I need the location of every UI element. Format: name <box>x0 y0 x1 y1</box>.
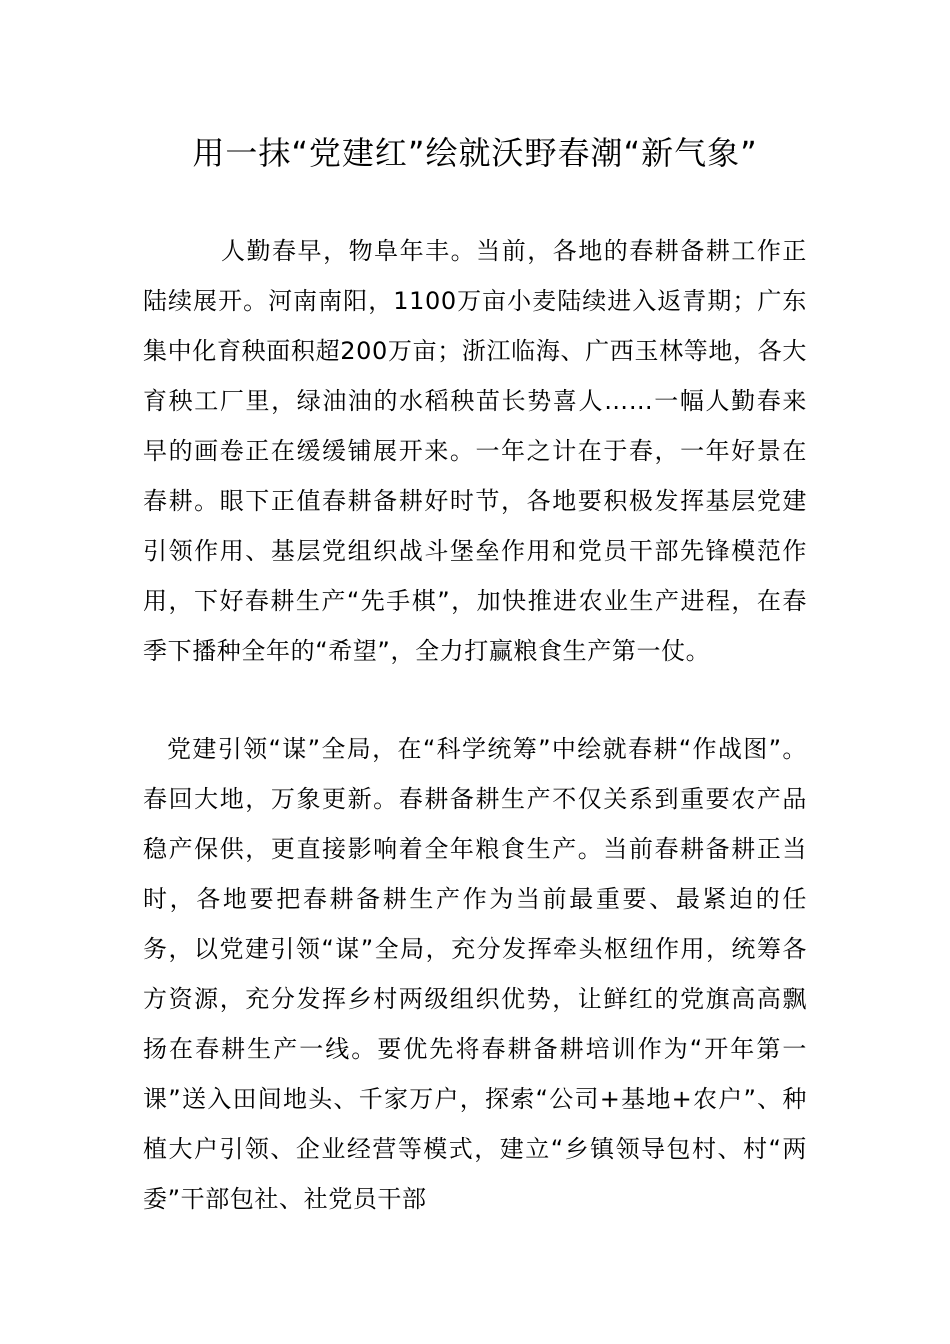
document-title: 用一抹“党建红”绘就沃野春潮“新气象” <box>192 134 758 172</box>
paragraph-1: 人勤春早，物阜年丰。当前，各地的春耕备耕工作正陆续展开。河南南阳，1100万亩小麦陆续进入返青期；广东集中化育秧面积超200万亩；浙江临海、广西玉林等地，各大育秧工厂里，绿油油的水稻秧苗长势喜人……一幅人勤春来早的画卷正在缓缓铺展开来。一年之计在于春，一年好景在春耕。眼下正值春耕备耕好时节，各地要积极发挥基层党建引领作用、基层党组织战斗堡垒作用和党员干部先锋模范作用，下好春耕生产“先手棋”，加快推进农业生产进程，在春季下播种全年的“希望”，全力打赢粮食生产第一仗。 <box>143 237 807 665</box>
paragraph-2: 党建引领“谋”全局，在“科学统筹”中绘就春耕“作战图”。春回大地，万象更新。春耕备耕生产不仅关系到重要农产品稳产保供，更直接影响着全年粮食生产。当前春耕备耕正当时，各地要把春耕备耕生产作为当前最重要、最紧迫的任务，以党建引领“谋”全局，充分发挥牵头枢纽作用，统筹各方资源，充分发挥乡村两级组织优势，让鲜红的党旗高高飘扬在春耕生产一线。要优先将春耕备耕培训作为“开年第一课”送入田间地头、千家万户，探索“公司+基地+农户”、种植大户引领、企业经营等模式，建立“乡镇领导包村、村“两委”干部包社、社党员干部 <box>143 735 807 1213</box>
